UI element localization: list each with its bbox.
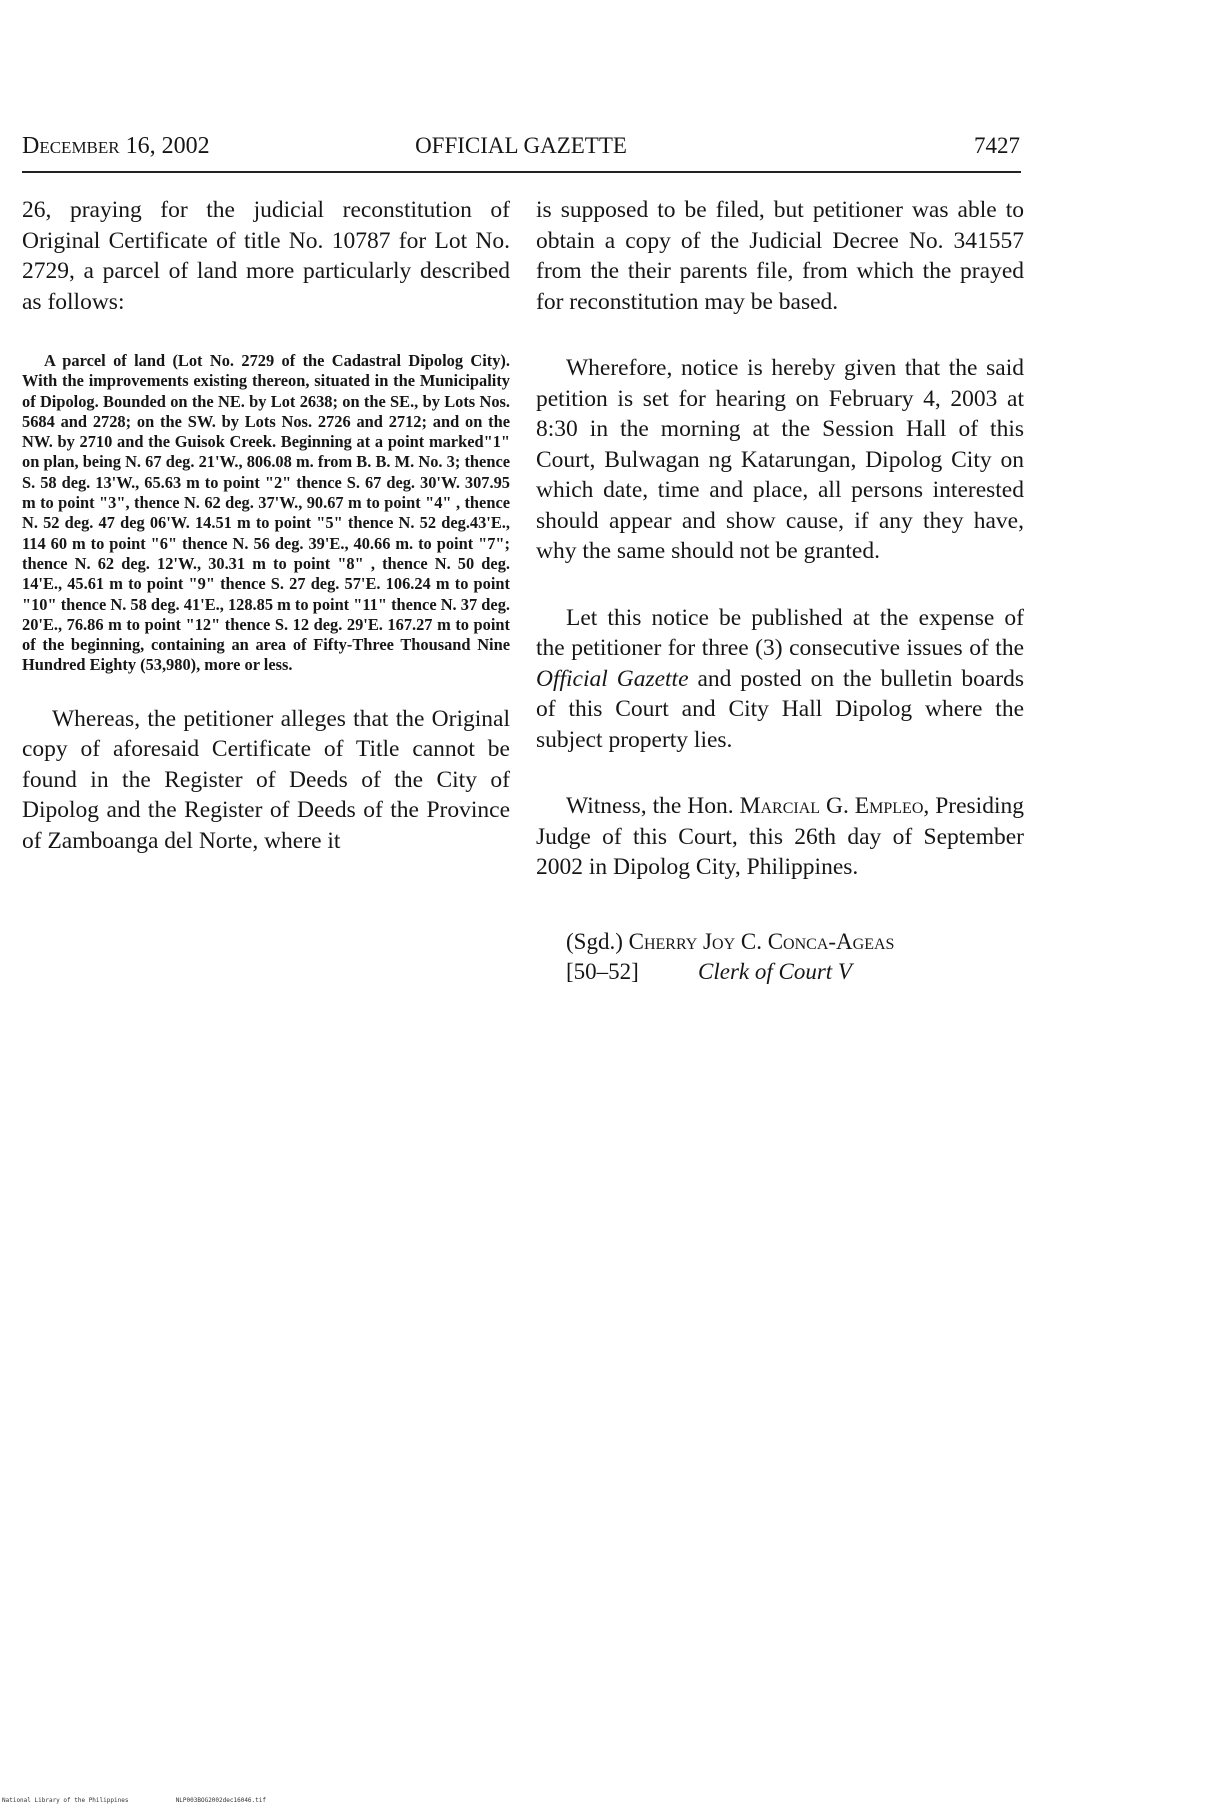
- left-column: [22, 195, 510, 856]
- library-credit: National Library of the Philippines: [2, 1797, 129, 1804]
- witness-paragraph: [536, 791, 1024, 883]
- signatory-name: Cherry Joy C. Conca-Ageas: [628, 928, 895, 954]
- scan-footer: [2, 1797, 266, 1804]
- publication-text: Let this notice be published at the expense of the petitioner for three (3) consecutive issues of the: [536, 604, 1024, 661]
- signature-line: [566, 927, 1024, 957]
- signature-prefix: (Sgd.): [566, 928, 629, 954]
- publication-text-end: and posted on the bulletin boards of this Court and City Hall Dipolog where the subject property lies.: [536, 665, 1024, 753]
- issue-numbers: [50–52]: [566, 958, 639, 984]
- page-number: 7427: [974, 133, 1020, 158]
- publication-paragraph: [536, 603, 1024, 756]
- signatory-title: Clerk of Court V: [698, 958, 852, 984]
- issue-date: December 16, 2002: [22, 133, 210, 159]
- wherefore-paragraph: Wherefore, notice is hereby given that the said petition is set for hearing on February 4, 2003 at 8:30 in the morning at the Session Hall of this Court, Bulwagan ng Katarungan, Dipolog City on which date, time and place, all persons interested should appear and show cause, if any they have, why the same should not be granted.: [536, 355, 1024, 564]
- signature-block: [536, 927, 1024, 987]
- publication-title: OFFICIAL GAZETTE: [415, 133, 627, 158]
- gazette-name: Official Gazette: [536, 665, 689, 692]
- intro-paragraph: 26, praying for the judicial reconstitution of Original Certificate of title No. 10787 for Lot No. 2729, a parcel of land more particularly described as follows:: [22, 197, 510, 315]
- land-description: A parcel of land (Lot No. 2729 of the Cadastral Dipolog City). With the improvements existing thereon, situated in the Municipality of Dipolog. Bounded on the NE. by Lot 2638; on the SE., by Lots Nos. 5684 and 2728; on the SW. by Lots Nos. 2726 and 2712; and on the NW. by 2710 and the Guisok Creek. Beginning at a point marked"1" on plan, being N. 67 deg. 21'W., 806.08 m. from B. B. M. No. 3; thence S. 58 deg. 13'W., 65.63 m to point "2" thence S. 67 deg. 30'W. 307.95 m to point "3", thence N. 62 deg. 37'W., 90.67 m to point "4" , thence N. 52 deg. 47 deg 06'W. 14.51 m to point "5" thence N. 52 deg.43'E., 114 60 m to point "6" thence N. 56 deg. 39'E., 40.66 m. to point "7"; thence N. 62 deg. 12'W., 30.31 m to point "8" , thence N. 50 deg. 14'E., 45.61 m to point "9" thence S. 27 deg. 57'E. 106.24 m to point "10" thence N. 58 deg. 41'E., 128.85 m to point "11" thence N. 37 deg. 20'E., 76.86 m to point "12" thence S. 12 deg. 29'E. 167.27 m to point of the beginning, containing an area of Fifty-Three Thousand Nine Hundred Eighty (53,980), more or less.: [22, 351, 510, 675]
- header-rule: [22, 171, 1021, 173]
- continuation-paragraph: is supposed to be filed, but petitioner was able to obtain a copy of the Judicial Decree No. 341557 from the their parents file, from which the prayed for reconstitution may be based.: [536, 197, 1024, 315]
- right-column: [536, 195, 1024, 987]
- judge-name: Marcial G. Empleo: [739, 793, 924, 819]
- scan-file-id: NLP003BOG2002dec16046.tif: [175, 1797, 266, 1804]
- signatory-line: [566, 957, 1024, 987]
- witness-text: Witness, the Hon.: [566, 793, 740, 819]
- page-header: [22, 130, 1020, 162]
- witness-text-end: , Presiding Judge of this Court, this 26th day of September 2002 in Dipolog City, Philippines.: [536, 793, 1024, 880]
- whereas-paragraph: Whereas, the petitioner alleges that the Original copy of aforesaid Certificate of Title cannot be found in the Register of Deeds of the City of Dipolog and the Register of Deeds of the Province of Zamboanga del Norte, where it: [22, 705, 510, 854]
